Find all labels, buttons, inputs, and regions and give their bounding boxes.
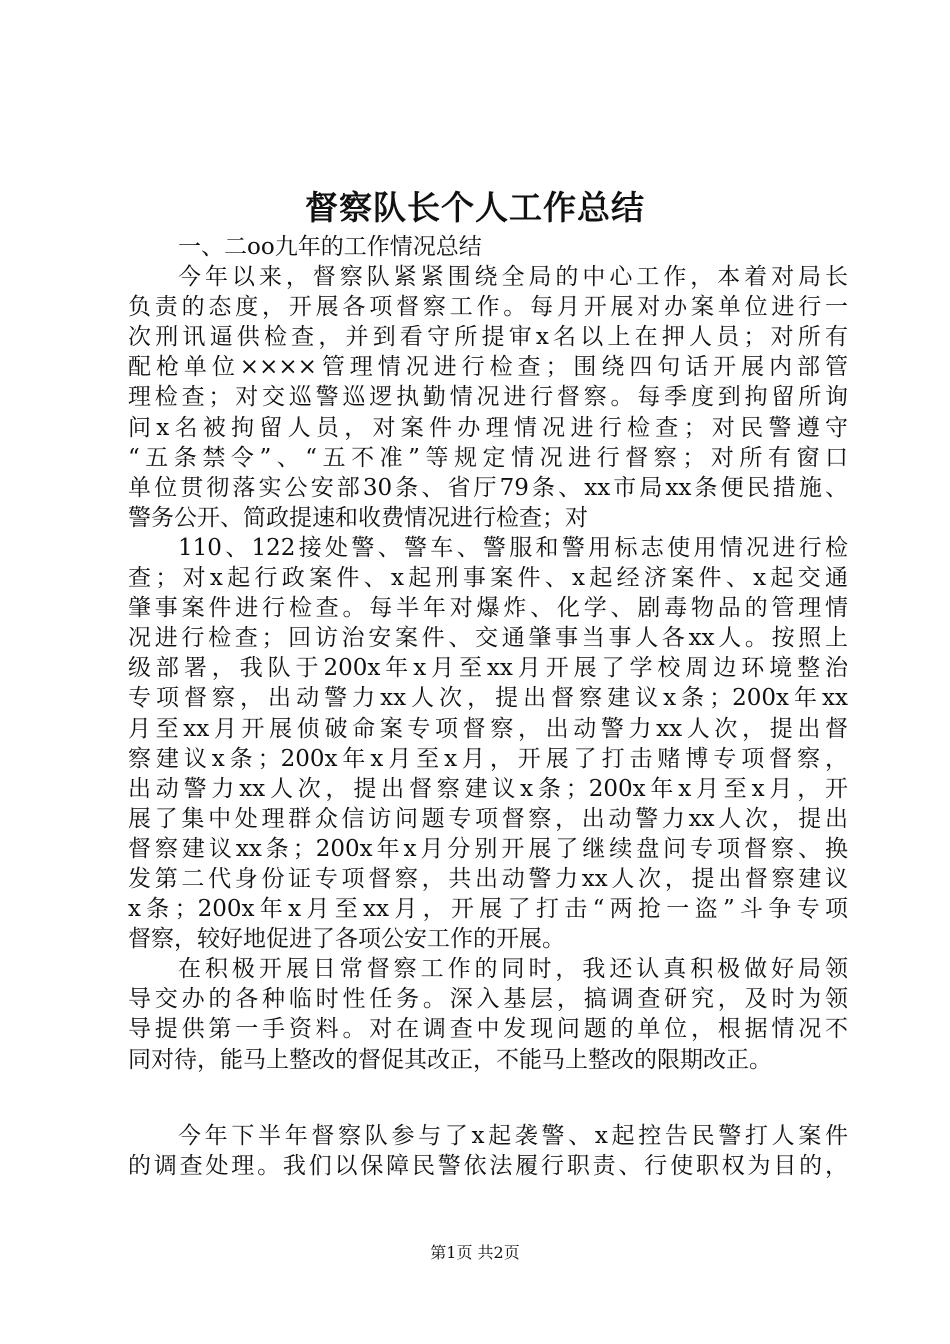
paragraph-line: 况进行检查；回访治安案件、交通肇事当事人各xx人。按照上 — [128, 625, 848, 652]
paragraph-line: x条；200x年x月至xx月，开展了打击“两抢一盗”斗争专项 — [128, 896, 848, 923]
document-body — [128, 232, 848, 1075]
document-title: 督察队长个人工作总结 — [305, 188, 645, 227]
paragraph-line: 110、122接处警、警车、警服和警用标志使用情况进行检 — [178, 534, 848, 561]
paragraph-line: 导提供第一手资料。对在调查中发现问题的单位，根据情况不 — [128, 1016, 848, 1043]
paragraph-line: 在积极开展日常督察工作的同时，我还认真积极做好局领 — [178, 956, 848, 983]
paragraph-line: 警务公开、简政提速和收费情况进行检查；对 — [128, 504, 588, 531]
paragraph-line: 督察，较好地促进了各项公安工作的开展。 — [128, 926, 565, 953]
paragraph-line: 级部署，我队于200x年x月至xx月开展了学校周边环境整治 — [128, 655, 848, 682]
paragraph-line: 察建议x条；200x年x月至x月，开展了打击赌博专项督察， — [128, 745, 848, 772]
paragraph-line: 发第二代身份证专项督察，共出动警力xx人次，提出督察建议 — [128, 865, 848, 892]
paragraph-line: 月至xx月开展侦破命案专项督察，出动警力xx人次，提出督 — [128, 715, 848, 742]
paragraph-line: 督察建议xx条；200x年x月分别开展了继续盘问专项督察、换 — [128, 835, 848, 862]
paragraph-line: 理检查；对交巡警巡逻执勤情况进行督察。每季度到拘留所询 — [128, 384, 848, 411]
paragraph-line: 的调查处理。我们以保障民警依法履行职责、行使职权为目的， — [128, 1153, 848, 1180]
paragraph-line: 展了集中处理群众信访问题专项督察，出动警力xx人次，提出 — [128, 805, 848, 832]
paragraph-line: 导交办的各种临时性任务。深入基层，搞调查研究，及时为领 — [128, 986, 848, 1013]
page-footer: 第1页 共2页 — [430, 1243, 520, 1262]
paragraph-line: 出动警力xx人次，提出督察建议x条；200x年x月至x月，开 — [128, 775, 848, 802]
paragraph-line: 次刑讯逼供检查，并到看守所提审x名以上在押人员；对所有 — [128, 324, 848, 351]
paragraph-line: 肇事案件进行检查。每半年对爆炸、化学、剧毒物品的管理情 — [128, 595, 848, 622]
paragraph-line: 问x名被拘留人员，对案件办理情况进行检查；对民警遵守 — [128, 414, 848, 441]
paragraph-line: 负责的态度，开展各项督察工作。每月开展对办案单位进行一 — [128, 294, 848, 321]
paragraph-line: 今年以来，督察队紧紧围绕全局的中心工作，本着对局长 — [178, 264, 848, 291]
paragraph-line: 同对待，能马上整改的督促其改正，不能马上整改的限期改正。 — [128, 1046, 772, 1073]
document-body-continued — [128, 1121, 848, 1181]
paragraph-line: 查；对x起行政案件、x起刑事案件、x起经济案件、x起交通 — [128, 565, 848, 592]
paragraph-line: “五条禁令”、“五不准”等规定情况进行督察；对所有窗口 — [128, 444, 848, 471]
paragraph-line: 今年下半年督察队参与了x起袭警、x起控告民警打人案件 — [178, 1123, 848, 1149]
paragraph-line: 配枪单位××××管理情况进行检查；围绕四句话开展内部管 — [128, 354, 848, 381]
paragraph-line: 专项督察，出动警力xx人次，提出督察建议x条；200x年xx — [128, 685, 848, 712]
paragraph-line: 单位贯彻落实公安部30条、省厅79条、xx市局xx条便民措施、 — [128, 474, 848, 501]
section-heading: 一、二oo九年的工作情况总结 — [178, 234, 482, 260]
